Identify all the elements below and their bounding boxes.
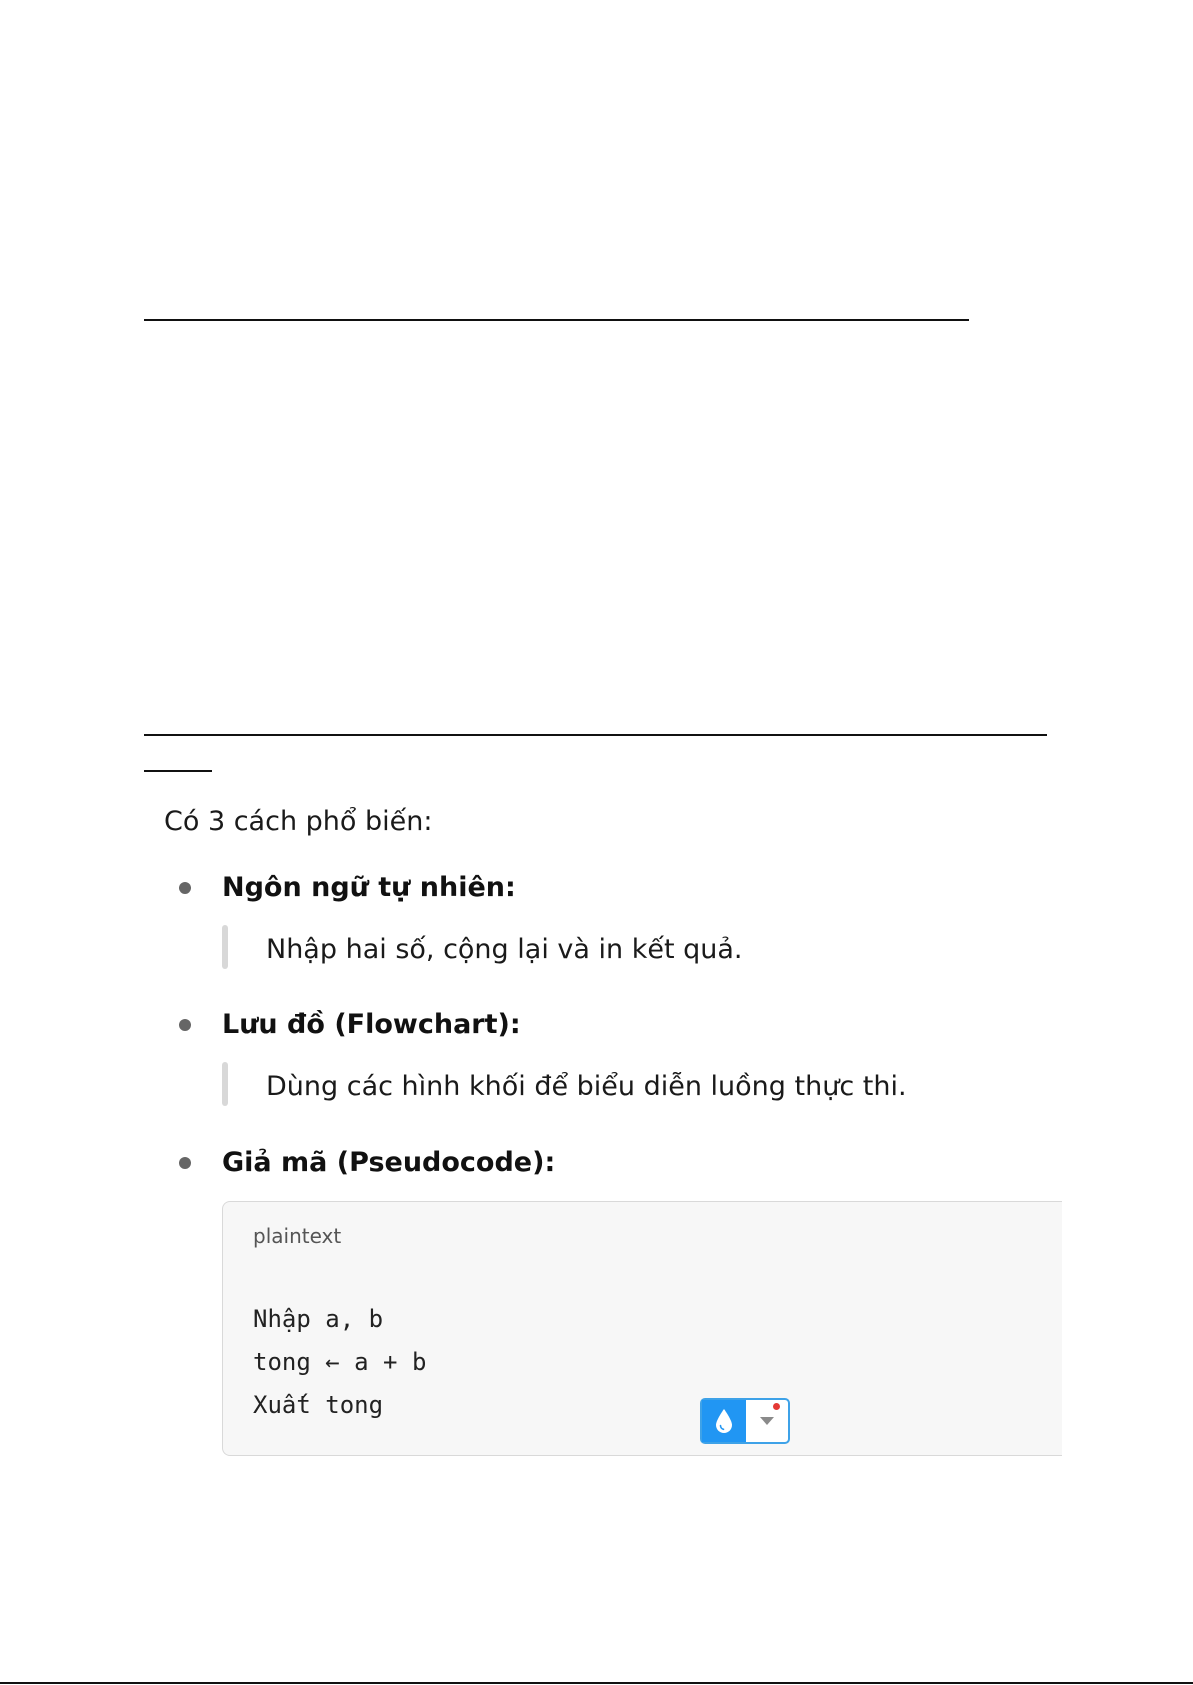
floating-tool-widget[interactable] (700, 1398, 790, 1444)
horizontal-rule-middle (144, 734, 1047, 736)
code-language-label: plaintext (253, 1224, 342, 1248)
blockquote-bar (222, 1062, 228, 1106)
code-line: Xuất tong (253, 1391, 384, 1419)
blockquote-text-flowchart: Dùng các hình khối để biểu diễn luồng thực thi. (266, 1071, 907, 1102)
notification-dot (773, 1403, 780, 1410)
widget-dropdown-button[interactable] (746, 1400, 788, 1442)
blockquote-bar (222, 925, 228, 969)
blockquote-text-natural-language: Nhập hai số, cộng lại và in kết quả. (266, 934, 743, 965)
code-line: Nhập a, b (253, 1305, 384, 1333)
code-line: tong ← a + b (253, 1348, 427, 1376)
horizontal-rule-bottom (0, 1682, 1193, 1684)
code-block (222, 1201, 1062, 1456)
bullet-dot-icon (179, 1157, 191, 1169)
horizontal-rule-top (144, 319, 969, 321)
bullet-title-flowchart: Lưu đồ (Flowchart): (222, 1009, 521, 1040)
bullet-dot-icon (179, 1019, 191, 1031)
bullet-dot-icon (179, 882, 191, 894)
bullet-title-natural-language: Ngôn ngữ tự nhiên: (222, 872, 516, 903)
caret-down-icon (759, 1416, 775, 1426)
widget-main-button[interactable] (702, 1400, 746, 1442)
water-drop-icon (715, 1408, 733, 1434)
horizontal-rule-short (144, 770, 212, 772)
bullet-title-pseudocode: Giả mã (Pseudocode): (222, 1147, 556, 1178)
intro-text: Có 3 cách phổ biến: (164, 806, 433, 837)
